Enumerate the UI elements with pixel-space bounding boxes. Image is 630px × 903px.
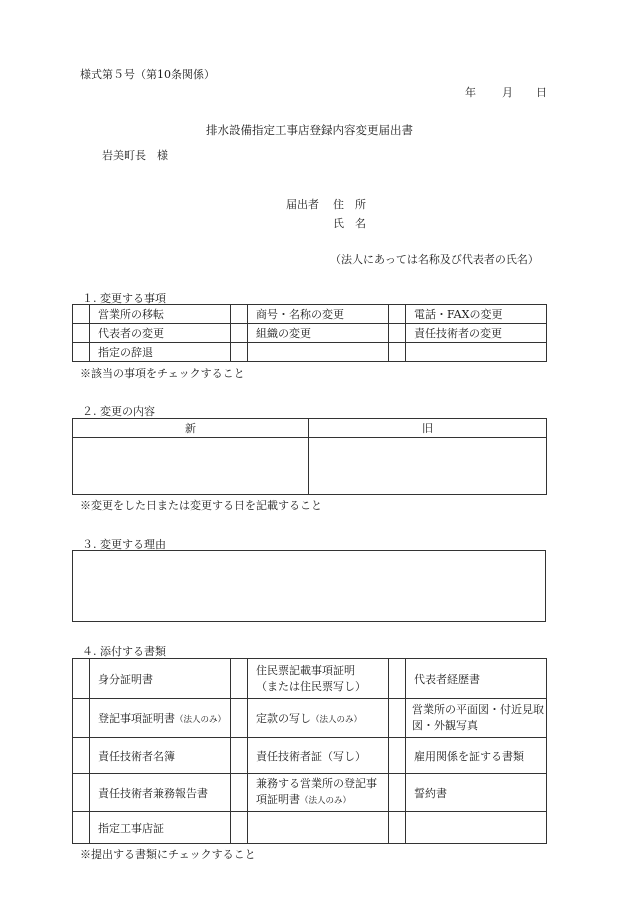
item-move-office: 営業所の移転 (90, 305, 231, 324)
checkbox-registry-certificate[interactable] (73, 699, 90, 738)
doc-concurrent-office-registry-line2 (256, 792, 388, 809)
checkbox-office-plan[interactable] (389, 699, 406, 738)
doc-designated-contractor-cert: 指定工事店証 (90, 812, 231, 844)
new-content-field[interactable] (73, 438, 309, 495)
checkbox-resident-certificate[interactable] (231, 659, 248, 699)
section2-heading: ２. 変更の内容 (82, 405, 155, 418)
doc-articles-copy-corp-only: （法人のみ） (311, 715, 363, 725)
item-name-change: 商号・名称の変更 (248, 305, 389, 324)
doc-resident-certificate (248, 659, 389, 699)
section1-note: ※該当の事項をチェックすること (80, 367, 245, 380)
checkbox-designation-withdrawal[interactable] (73, 343, 90, 362)
doc-resident-certificate-line2: （または住民票写し） (256, 679, 366, 693)
doc-registry-certificate (90, 699, 231, 738)
col-new-header: 新 (73, 419, 309, 438)
doc-pledge: 誓約書 (406, 774, 547, 812)
item-empty-1 (248, 343, 389, 362)
form-number: 様式第５号（第10条関係） (80, 68, 215, 81)
old-content-field[interactable] (309, 438, 547, 495)
doc-engineer-roster: 責任技術者名簿 (90, 738, 231, 774)
change-items-table (72, 304, 547, 362)
doc-concurrent-office-registry (248, 774, 389, 812)
doc-office-plan-line1: 営業所の平面図・付近見取 (412, 703, 544, 716)
col-old-header: 旧 (309, 419, 547, 438)
checkbox-engineer-roster[interactable] (73, 738, 90, 774)
section4-note: ※提出する書類にチェックすること (80, 848, 256, 861)
item-engineer-change: 責任技術者の変更 (406, 324, 547, 343)
doc-engineer-license: 責任技術者証（写し） (248, 738, 389, 774)
checkbox-concurrent-report[interactable] (73, 774, 90, 812)
checkbox-engineer-license[interactable] (231, 738, 248, 774)
item-representative-change: 代表者の変更 (90, 324, 231, 343)
doc-concurrent-office-registry-line1: 兼務する営業所の登記事 (256, 777, 377, 790)
doc-registry-certificate-text: 登記事項証明書 (98, 712, 175, 725)
item-designation-withdrawal: 指定の辞退 (90, 343, 231, 362)
change-content-table (72, 418, 547, 495)
checkbox-representative-change[interactable] (73, 324, 90, 343)
checkbox-empty-4[interactable] (389, 812, 406, 844)
checkbox-empty-2[interactable] (389, 343, 406, 362)
doc-office-plan-line2: 図・外観写真 (412, 719, 478, 732)
address-label: 住 所 (333, 198, 366, 211)
doc-id-certificate: 身分証明書 (90, 659, 231, 699)
doc-office-plan (406, 699, 547, 738)
date-year-label: 年 (465, 86, 476, 99)
doc-concurrent-office-registry-line2-text: 項証明書 (256, 793, 300, 806)
checkbox-articles-copy[interactable] (231, 699, 248, 738)
checkbox-engineer-change[interactable] (389, 324, 406, 343)
name-label: 氏 名 (333, 217, 366, 230)
document-title: 排水設備指定工事店登録内容変更届出書 (206, 123, 413, 137)
doc-resident-certificate-line1: 住民票記載事項証明 (256, 663, 355, 677)
doc-concurrent-report: 責任技術者兼務報告書 (90, 774, 231, 812)
doc-empty-3 (248, 812, 389, 844)
checkbox-pledge[interactable] (389, 774, 406, 812)
applicant-label: 届出者 (286, 198, 319, 211)
section2-note: ※変更をした日または変更する日を記載すること (80, 499, 322, 512)
doc-empty-4 (406, 812, 547, 844)
checkbox-empty-3[interactable] (231, 812, 248, 844)
section3-heading: ３. 変更する理由 (82, 538, 166, 551)
doc-employment-proof: 雇用関係を証する書類 (406, 738, 547, 774)
checkbox-concurrent-office-registry[interactable] (231, 774, 248, 812)
doc-articles-copy (248, 699, 389, 738)
checkbox-organization-change[interactable] (231, 324, 248, 343)
addressee: 岩美町長 様 (102, 149, 168, 162)
checkbox-id-certificate[interactable] (73, 659, 90, 699)
checkbox-move-office[interactable] (73, 305, 90, 324)
checkbox-representative-career[interactable] (389, 659, 406, 699)
checkbox-empty-1[interactable] (231, 343, 248, 362)
reason-field[interactable] (72, 550, 546, 622)
doc-representative-career: 代表者経歴書 (406, 659, 547, 699)
date-month-label: 月 (502, 86, 513, 99)
date-day-label: 日 (536, 86, 547, 99)
checkbox-designated-contractor-cert[interactable] (73, 812, 90, 844)
checkbox-name-change[interactable] (231, 305, 248, 324)
attachments-table (72, 658, 547, 844)
item-empty-2 (406, 343, 547, 362)
checkbox-employment-proof[interactable] (389, 738, 406, 774)
checkbox-phone-fax-change[interactable] (389, 305, 406, 324)
section1-heading: １. 変更する事項 (82, 292, 166, 305)
section4-heading: ４. 添付する書類 (82, 645, 166, 658)
doc-concurrent-office-registry-corp-only: （法人のみ） (300, 796, 352, 806)
item-organization-change: 組織の変更 (248, 324, 389, 343)
doc-registry-certificate-corp-only: （法人のみ） (175, 715, 227, 725)
item-phone-fax-change: 電話・FAXの変更 (406, 305, 547, 324)
corporate-note: （法人にあっては名称及び代表者の氏名） (330, 253, 539, 266)
doc-articles-copy-text: 定款の写し (256, 712, 311, 725)
